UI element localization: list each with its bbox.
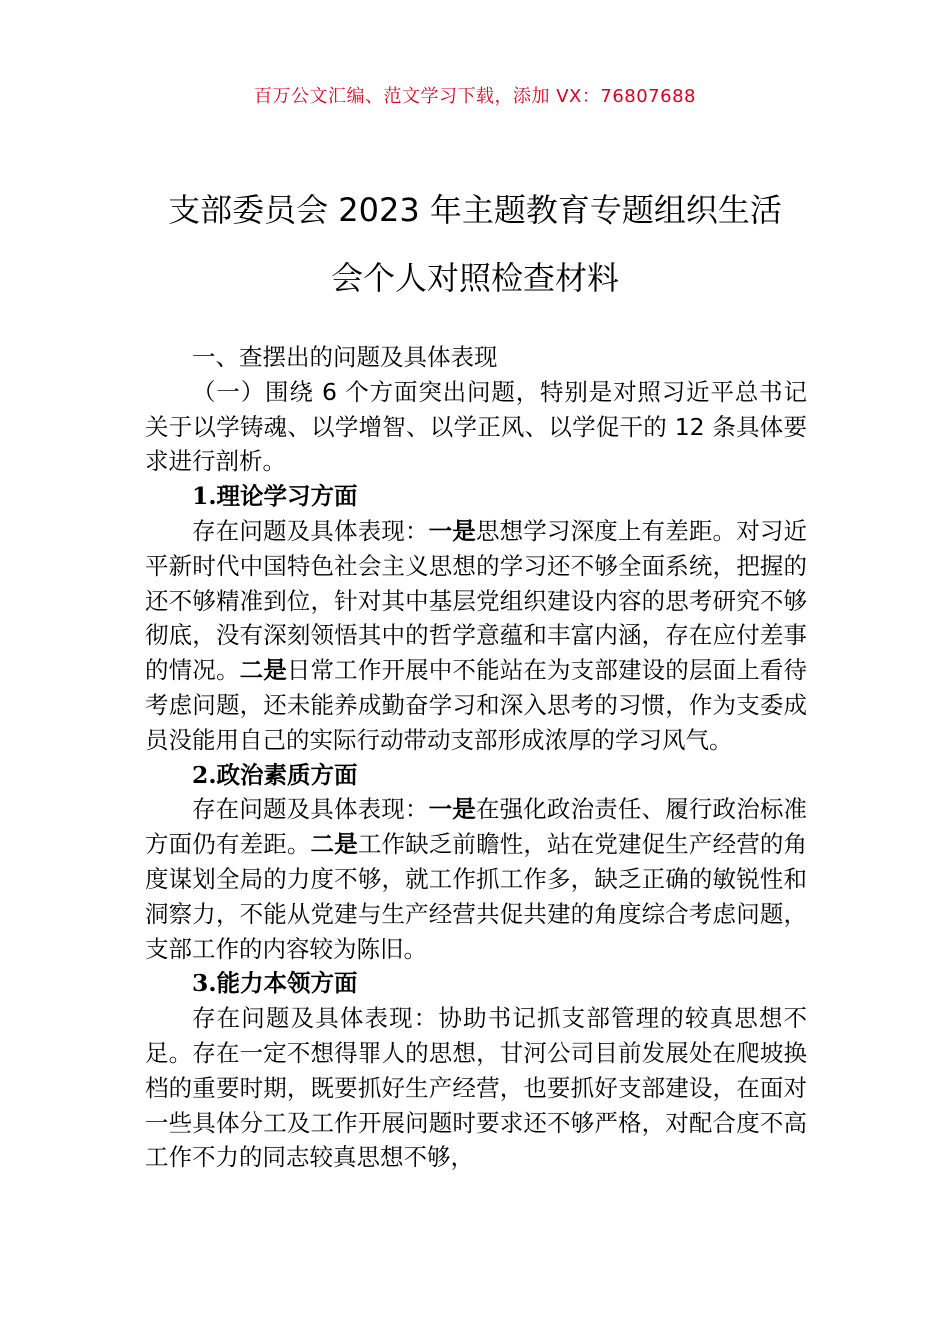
point-text: 在强化政治责任、履行政治标准方面仍有差距。 — [145, 795, 808, 859]
section-heading: 一、查摆出的问题及具体表现 — [192, 343, 498, 371]
point-text: 工作缺乏前瞻性，站在党建促生产经营的角度谋划全局的力度不够，就工作抓工作多，缺乏正确的敏锐性和洞察力，不能从党建与生产经营共促共建的角度综合考虑问题，支部工作的内容较为陈旧。 — [145, 830, 808, 963]
point-marker: 一是 — [428, 516, 476, 545]
item-paragraph-politics — [145, 792, 807, 966]
item-heading-ability: 3.能力本领方面 — [192, 969, 358, 998]
point-text: 日常工作开展中不能站在为支部建设的层面上看待考虑问题，还未能养成勤奋学习和深入思考的习惯，作为支委成员没能用自己的实际行动带动支部形成浓厚的学习风气。 — [145, 656, 808, 754]
point-marker: 一是 — [428, 795, 476, 824]
header-note: 百万公文汇编、范文学习下载，添加 VX：76807688 — [254, 86, 696, 107]
title-line-2: 会个人对照检查材料 — [330, 259, 619, 297]
item-heading-politics: 2.政治素质方面 — [192, 760, 358, 789]
item-paragraph-ability: 存在问题及具体表现：协助书记抓支部管理的较真思想不足。存在一定不想得罪人的思想，甘河公司目前发展处在爬坡换档的重要时期，既要抓好生产经营，也要抓好支部建设，在面对一些具体分工及工作开展问题时要求还不够严格，对配合度不高工作不力的同志较真思想不够， — [145, 1004, 807, 1172]
document-title — [110, 176, 840, 312]
point-text: 思想学习深度上有差距。对习近平新时代中国特色社会主义思想的学习还不够全面系统，把握的还不够精准到位，针对其中基层党组织建设内容的思考研究不够彻底，没有深刻领悟其中的哲学意蕴和丰富内涵，存在应付差事的情况。 — [145, 516, 808, 685]
document-body — [145, 340, 807, 1175]
subsection-paragraph: （一）围绕 6 个方面突出问题，特别是对照习近平总书记关于以学铸魂、以学增智、以学正风、以学促干的 12 条具体要求进行剖析。 — [145, 377, 807, 476]
item-heading-theory: 1.理论学习方面 — [192, 482, 358, 511]
point-marker: 二是 — [310, 830, 358, 859]
lead-text: 存在问题及具体表现： — [192, 516, 429, 545]
lead-text: 存在问题及具体表现： — [192, 795, 429, 824]
title-line-1: 支部委员会 2023 年主题教育专题组织生活 — [168, 191, 782, 229]
point-marker: 二是 — [239, 656, 287, 685]
item-paragraph-theory — [145, 514, 807, 758]
